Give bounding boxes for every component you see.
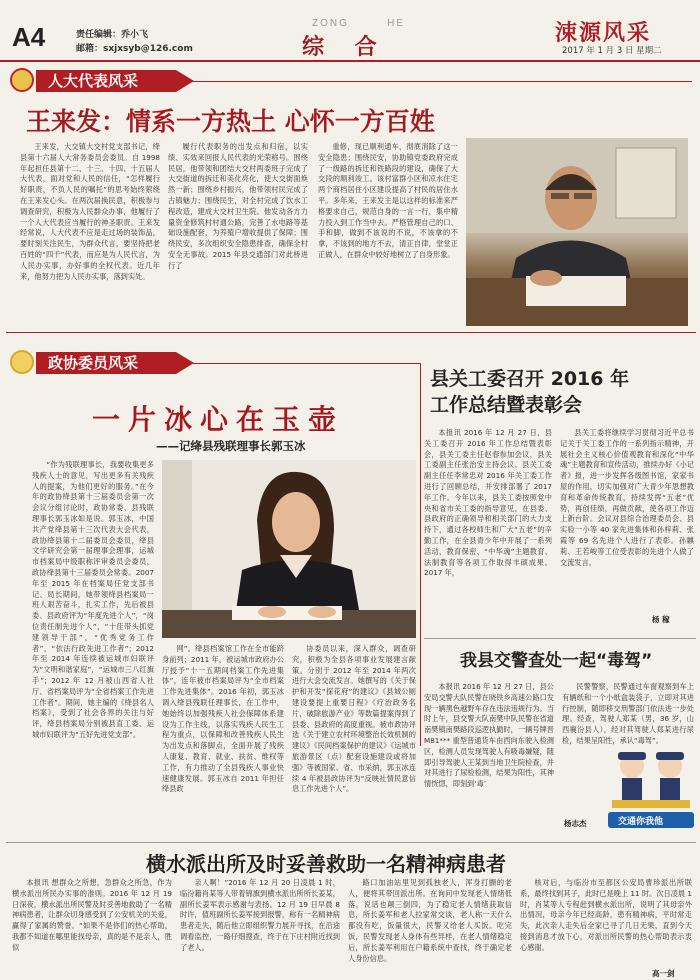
- traffic-article-col1: 本报讯 2016 年 12 月 27 日，县公安局交警大队民警在晓铁乡高速公路口发现一辆黑色越野车存在违法违规行为。当时上午，县交警大队南樊中队民警在省道南樊镇南樊路段巡逻执勤时，一辆号牌晋 M81*** 重型普通货车由西向东驶入检测区，检测人员发现驾驶人有吸毒嫌疑，随即引导驾驶人王某到当地卫生院检查，并对其进行了尿检检测，结果为阳性，其神情恍惚，即刻到‘毒’: [424, 682, 554, 789]
- rescue-author: 高一剑: [652, 969, 675, 978]
- rescue-article-col2: 亲人啊！”2016 年 12 月 20 日凌晨 1 时，临汾籍肖某等人带着锦旗到横水派出所所长姜某，副所长姜军表示感谢与表扬。12 月 19 日早晨 8 时许，值班副所长姜军接到报警，称有一名精神病患者走失，随后他立即组织警力展开寻找，在沿途调看监控，一路仔细搜查，终于在下庄村附近找到了老人。: [180, 878, 340, 952]
- committee-bottom-rule: [424, 638, 696, 639]
- traffic-article-col2: 民警警察，民警通过车窗观察到车上有辆纸和一个小纸盒装袋子，立即对其进行控制，随即移交刑警部门依法进一步处理。经查，驾驶人郑某（男，36 岁，山西襄汾县人），经对其驾驶人郑某进行尿检，结果呈阳性，承认“毒驾”。: [562, 682, 694, 745]
- cppcc-frame-right: [420, 363, 421, 746]
- section-divider: [6, 842, 696, 843]
- committee-headline-line2: 工作总结暨表彰会: [430, 394, 583, 416]
- traffic-article-col2-tail: [562, 746, 606, 796]
- cppcc-section-banner: [36, 352, 176, 374]
- cppcc-article-left-col: “作为残联理事长，我要收集更多残疾人士的意见，写出更多有关残疾人的提案，为他们更好的服务。”在今年的政协绛县第十三届委员会第一次会议分组讨论时，政协常委、县残联理事长郭玉冰如是说。郭玉冰，中国共产党绛县第十三次代表大会代表，政协绛县第十二届委员会委员，绛县文学研究会第一届理事会理事，运城市档案局中级职称评审委员会委员，政协绛县第十三届委员会常委。2007 年至 2015 年在档案局任党支部书记、局长期间，她带领绛县档案局一班人艰苦奋斗，扎实工作，先后被县委、县政府评为“年度先进个人”，“岗位责任制先进个人”，“十佳带头抓党建领导干部”，“优秀党务工作者”，“依法行政先进工作者”；2012 年至 2014 年连续被运城市妇联评为“文明和谐家庭”，“运城市三八红旗手”；2012 年 12 月被山西省人社厅、省档案局评为“全省档案工作先进工作者”。期间，她主编的《绛县名人档案》，受到了社会各界的关注与好评，绛县档案局分别被县直工委、运城市妇联评为“五好先进党支部”。: [32, 460, 154, 739]
- traffic-author: 杨志杰: [564, 819, 587, 828]
- committee-article: [424, 364, 696, 624]
- npc-section-banner-label: 人大代表风采: [48, 72, 139, 90]
- issue-date: 2017 年 1 月 3 日 星期二: [562, 46, 662, 56]
- page-number: A4: [12, 22, 46, 52]
- committee-headline-line1: 县关工委召开 2016 年: [430, 368, 630, 390]
- cppcc-headline: 一片冰心在玉壶: [92, 403, 345, 436]
- traffic-article: [424, 646, 696, 846]
- npc-section: [6, 66, 696, 334]
- cppcc-frame-line: [192, 363, 420, 364]
- committee-article-col2: 县关工委将继续学习贯彻习近平总书记关于关工委工作的一系列指示精神，开展社会主义核心价值观教育和深化“中华魂”主题教育和宣传活动，推续办好《小记者》报，进一步发挥各级图书馆，家家书屋的作用，切实加强对广大青少年思想教育和革命传统教育，持续发挥“五老”优势，再创佳绩，再做贡献，使各项工作迈上新台阶。会议对县综合治理委员会、县实验一小等 40 家先进集体和孙梓莉、张霞等 69 名先进个人进行了表彰。孙麒莉、王若峻等工位受表彰的先进个人做了交流发言。: [560, 428, 694, 567]
- cppcc-photo-illustration: [162, 460, 416, 638]
- section-pinyin: ZONG HE: [312, 18, 406, 29]
- cppcc-emblem-icon: [10, 350, 34, 374]
- cppcc-subtitle: ——记绛县残联理事长郭玉冰: [156, 439, 306, 453]
- npc-article-col3: 重修，现已顺利通车，彻底消除了这一安全隐患；围绕民安，协助镇党委政府完成了一级路的拆迁和铁路段的建设，确保了大交段的顺利竣工。该村富群小区和凉水住宅两个商档居住小区建设提高了村民的居住水平。多年来，王来发主是以这样的标准来严格要求自己，规范自身的一言一行，集中精力投入到工作当中去。严格管理自己的口、手和脚，做到不该说的不说，不该拿的不拿，不该到的地方不去，清正自律，堂堂正正做人，在群众中较好地树立了自身形象。: [318, 142, 458, 259]
- masthead-divider: [0, 60, 700, 62]
- traffic-police-cartoon: [608, 746, 694, 810]
- rescue-article-col1: 本报讯 想群众之所想，急群众之所急，作为横水派出所民办实事的准则。2016 年 12 月 19 日深夜，横水派出所民警及时妥善地救助了一名精神病患者，让群众切身感受到了公安机关的关爱，赢得了家属的赞誉。“如果不是你们的热心帮助，我都不知道在哪里能找母亲，真的是不是亲人，胜似: [12, 878, 172, 952]
- npc-headline: 王来发：情系一方热土 心怀一方百姓: [26, 107, 435, 136]
- paper-name: 涑源风采: [555, 20, 652, 46]
- npc-deputy-photo: [466, 138, 688, 326]
- cppcc-section: [6, 350, 421, 794]
- committee-author: 杨 稼: [652, 615, 670, 624]
- section-title: 综 合: [302, 34, 377, 60]
- rescue-article-col3: 路口加油站里见到孤独老人，浑身打颤的老人，便将其带回派出所。在询问中发现老人情绪低落，说话也颠三倒四，为了稳定老人情绪获取信息，所长姜军和老人拉家常交谈，老人称一天什么都没有吃，饭量很大，民警又给老人买饭。吃完饭，民警发现老人身体有些异样，在老人情绪稳定后，所长姜军利用在户籍系统中查找，终于确定老人身份信息。: [348, 878, 512, 963]
- npc-section-banner: [36, 70, 176, 92]
- police-officers-icon: [608, 746, 694, 810]
- cppcc-member-photo: [162, 460, 416, 638]
- traffic-headline: 我县交警查处一起“毒驾”: [460, 651, 653, 671]
- cppcc-article-bottom-col2: 协委员以来，深入群众，调查研究，积极为全县各项事业发展建言献策。分别于 2012 年至 2014 年两次进行大会交流发言。她撰写的《关于保护和开发“探花府”的建议》《县城公厕建设要提上重要日程》《疗治政务名片，破除旅游产业》等数篇提案得到了县委、县政府的高度重视。被市政协评选《关于建立农村环境整治长效机制的建议》《民间档案保护的建议》《运城市旅游景区（点）配套设施建设或将加强》等被国家、省、市采纳，郭玉冰连续 4 年被县政协评为“反映社情民意信息工作先进个人”。: [292, 644, 416, 794]
- committee-article-col1: 本报讯 2016 年 12 月 27 日，县关工委召开 2016 年工作总结暨表彰会，县关工委主任赵春参加会议，县关工委副主任张治安主持会议。县关工委副主任任李常忠对 2016 年关工委工作进行了回顾总结，并安排部署了 2017 年工作。今年以来，县关工委按照党中央和省市关工委的指导意见，在县委、县政府的正确领导和相关部门的大力支持下，通过各校师生和广大“五老”的辛勤工作，在全县青少年中开展了一系列活动，教育保密、“中华魂”主题教育、法制教育等各项工作取得丰硕成果。2017 年，: [424, 428, 552, 578]
- npc-article-col2: 履行代表职务的出发点和归宿，以实绩、实效来回报人民代表的光荣称号。围绕民居，他带领和团结大交村两委班子完成了大交街道的拆迁和美化亮化，使大交街面焕然一新；围绕乡村振兴，他带领村民完成了古镇魅力；围绕民生，对全村完成了饮水工程改造，建成大交村卫生院。他发动各方力量资金修筑村村通公路，完善了水电路等基础设施配套，为养殖户增收提供了保障；围绕民安，多次组织安全隐患排查，确保全村安全无事故。2015 年县交通部门对此桥进行了: [168, 142, 308, 270]
- npc-photo-illustration: [466, 138, 688, 326]
- email-line: 邮箱：sxjxsyb@126.com: [76, 44, 193, 54]
- cppcc-article-bottom-col1: 网”。绛县档案馆工作在全市能跻身前列；2011 年，被运城市政府办公厅授予“十一五期间档案工作先进集体”，连年被市档案局评为“全市档案工作先进集体”。2016 年初，郭玉冰调入绛县残联任理事长，在工作中，她始终以加强残疾人社会保障体系建设为工作主线，以落实残疾人民生工程为重点，以保障和改善残疾人民生为出发点和落脚点，全面开展了残疾人康复、教育、就业、扶贫、维权等工作，有力推动了全县残疾人事业快速健康发展。郭玉冰自 2011 年担任绛县政: [162, 644, 284, 794]
- cppcc-section-banner-label: 政协委员风采: [48, 354, 139, 372]
- rescue-headline: 横水派出所及时妥善救助一名精神病患者: [146, 852, 506, 876]
- editor-line: 责任编辑：乔小飞: [76, 30, 149, 40]
- rescue-article: [6, 846, 696, 980]
- npc-section-bottom-rule: [6, 332, 696, 333]
- npc-emblem-icon: [10, 68, 34, 92]
- rescue-article-col4: 核对后，与临汾市至都区公安局曹珍派出所联系，最终找到其子，此时已是晚上 11 时。次日凌晨 1 时，肖某等人专程赶到横水派出所，说明了其母亲外出情况，母亲今年已经高龄，患有精神病，平时常走失，此次亲人走失后全家已寻了几日无果，直到今天接到消息才放下心，对派出所民警的热心帮助表示衷心感谢。: [520, 878, 692, 952]
- npc-article-col1: 王来发，大交镇大交村党支部书记，绛县第十六届人大常务委员会委员。自 1998 年起担任县第十二、十三、十四、十五届人大代表，面对党和人民的信任，“怎样履行好职责，不负人民的嘱托”的思考始终萦绕在王来发心头。在两次届换民意，积极参与调查研究，积极为人民群众办事，他履行了一个人大代表应当履行的神圣职责。王来发经常说，人大代表不应是走过场的装饰品，要时刻关注民生，为群众代言，要坚持把老百姓的“四千”代表，而应是为人民代言，为人民办实事，办好事的全权代表。近几年来，他努力把为人民办实事，落到实处。: [20, 142, 160, 281]
- npc-frame-line: [192, 81, 692, 82]
- masthead: [0, 0, 700, 60]
- traffic-caption: 交通你我他: [618, 817, 664, 827]
